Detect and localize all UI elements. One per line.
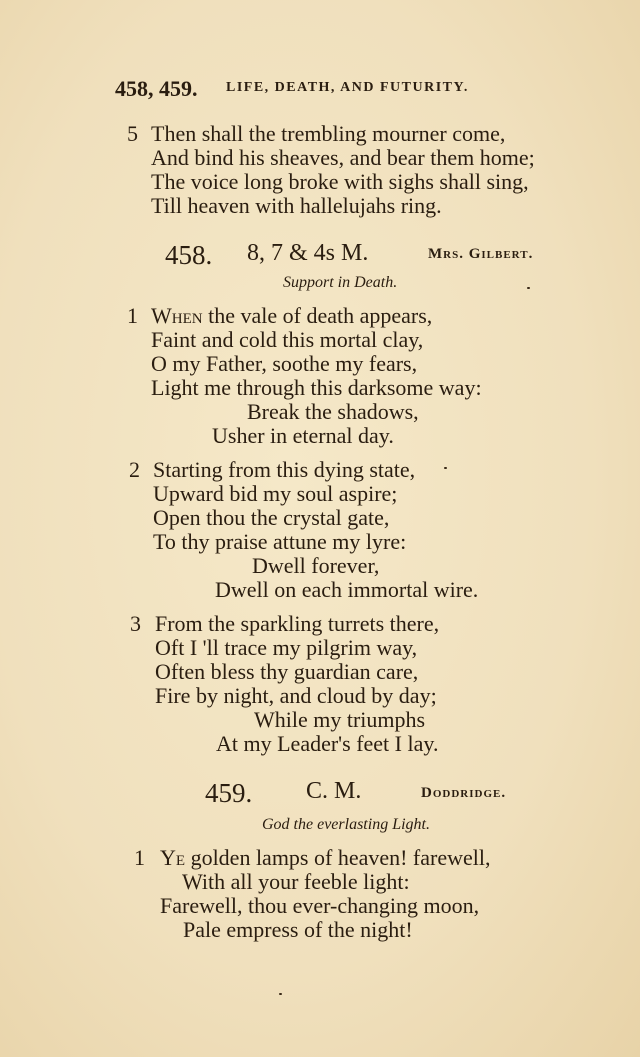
verse-line: While my triumphs xyxy=(254,707,426,732)
verse-line: At my Leader's feet I lay. xyxy=(216,731,439,756)
verse-line: O my Father, soothe my fears, xyxy=(151,351,418,376)
verse-line: Then shall the trembling mourner come, xyxy=(151,121,506,146)
hymn-author: Mrs. Gilbert. xyxy=(428,246,534,262)
ink-speck xyxy=(279,993,282,995)
verse-line: Farewell, thou ever-changing moon, xyxy=(160,893,480,918)
verse-line: From the sparkling turrets there, xyxy=(155,611,440,636)
verse-line-rest: golden lamps of heaven! farewell, xyxy=(185,845,491,870)
verse-line: Upward bid my soul aspire; xyxy=(153,481,398,506)
hymn-subtitle: Support in Death. xyxy=(283,274,398,291)
hymn-meter: 8, 7 & 4s M. xyxy=(247,240,369,266)
verse-line xyxy=(160,846,491,870)
verse-line: Break the shadows, xyxy=(247,399,419,424)
stanza-number: 3 xyxy=(130,611,141,636)
hymn-number: 459. xyxy=(205,778,253,808)
verse-line: To thy praise attune my lyre: xyxy=(153,529,407,554)
verse-line: The voice long broke with sighs shall sing, xyxy=(151,169,529,194)
stanza-number: 2 xyxy=(129,457,140,482)
verse-line: Till heaven with hallelujahs ring. xyxy=(151,193,442,218)
header-title: LIFE, DEATH, AND FUTURITY. xyxy=(226,80,469,95)
verse-line: Open thou the crystal gate, xyxy=(153,505,390,530)
initial-word: When xyxy=(151,303,203,328)
verse-line: Often bless thy guardian care, xyxy=(155,659,419,684)
hymn-meter: C. M. xyxy=(306,778,362,804)
hymn-subtitle: God the everlasting Light. xyxy=(262,816,430,833)
ink-speck xyxy=(444,467,447,469)
verse-line: Dwell forever, xyxy=(252,553,380,578)
verse-line: Dwell on each immortal wire. xyxy=(215,577,479,602)
ink-speck xyxy=(527,287,530,289)
hymn-author: Doddridge. xyxy=(421,785,507,801)
verse-line: Usher in eternal day. xyxy=(212,423,394,448)
stanza-number: 1 xyxy=(134,845,145,870)
verse-line: Pale empress of the night! xyxy=(183,917,413,942)
verse-line: Fire by night, and cloud by day; xyxy=(155,683,437,708)
verse-line-rest: the vale of death appears, xyxy=(202,303,433,328)
verse-line: Oft I 'll trace my pilgrim way, xyxy=(155,635,418,660)
verse-line xyxy=(151,304,432,328)
header-hymn-numbers: 458, 459. xyxy=(115,76,198,101)
verse-line: With all your feeble light: xyxy=(182,869,410,894)
initial-word: Ye xyxy=(160,845,186,870)
verse-line: Faint and cold this mortal clay, xyxy=(151,327,424,352)
stanza-number: 5 xyxy=(127,121,138,146)
verse-line: Light me through this darksome way: xyxy=(151,375,482,400)
verse-line: And bind his sheaves, and bear them home; xyxy=(151,145,535,170)
stanza-number: 1 xyxy=(127,303,138,328)
hymn-number: 458. xyxy=(165,240,213,270)
verse-line: Starting from this dying state, xyxy=(153,457,416,482)
